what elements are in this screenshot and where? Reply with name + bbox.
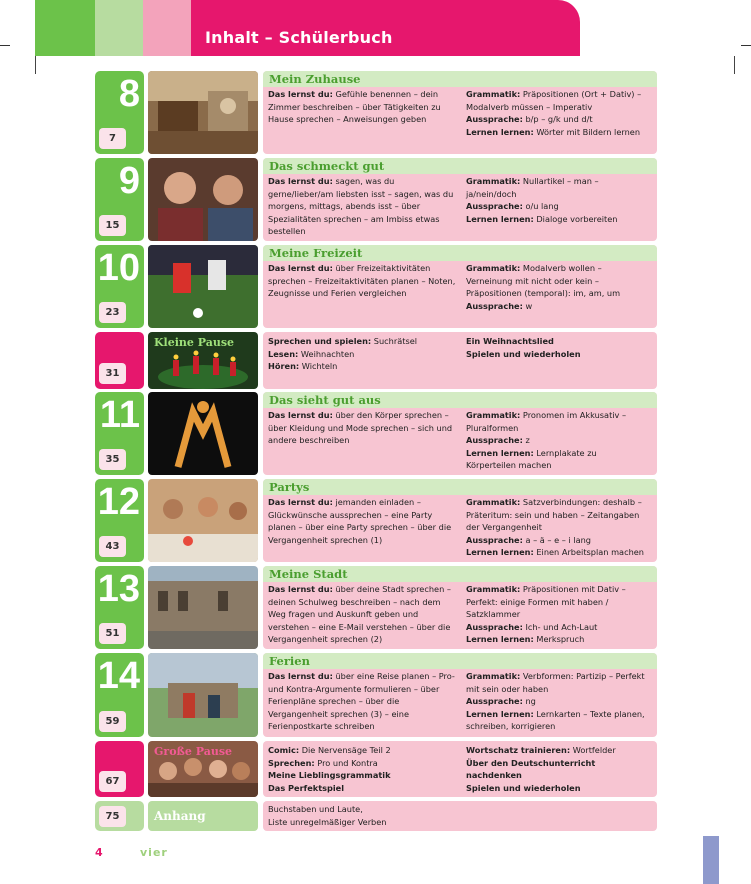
anhang-text: Buchstaben und Laute, Liste unregelmäßiger Verben (268, 804, 387, 827)
pause-label: Kleine Pause (154, 336, 235, 349)
anhang-number-box (95, 801, 144, 831)
pause-content (263, 741, 657, 797)
unit-photo (148, 479, 258, 562)
learn-column: Das lernst du: über Freizeitaktivitäten sprechen – Freizeitaktivitäten planen – Noten, Zeugnisse und Ferien vergleichen (268, 263, 456, 298)
unit-title-bar (263, 566, 657, 582)
unit-title-bar (263, 71, 657, 87)
learn-column: Das lernst du: über eine Reise planen – Pro- und Kontra-Argumente formulieren – über Ferienpläne sprechen – über die Vergangenheit sprechen (3) – eine Ferienpostkarte schreiben (268, 671, 455, 731)
unit-title: Das sieht gut aus (269, 393, 381, 407)
header-bar-light-green (95, 0, 143, 56)
crop-mark (741, 45, 751, 46)
unit-title: Meine Stadt (269, 567, 348, 581)
eating-photo-icon (148, 158, 258, 241)
unit-photo (148, 392, 258, 475)
unit-title: Mein Zuhause (269, 72, 361, 86)
grammar-column: Grammatik: Pronomen im Akkusativ – Pluralformen Aussprache: z Lernen lernen: Lernplakate zu Körperteilen machen (466, 410, 627, 470)
unit-photo (148, 158, 258, 241)
vacation-photo-icon (148, 653, 258, 737)
unit-number: 11 (99, 394, 140, 436)
pause-number-box (95, 332, 144, 389)
anhang-row[interactable] (95, 801, 657, 831)
page-number: 7 (99, 128, 126, 149)
grammar-column: Grammatik: Nullartikel – man – ja/nein/doch Aussprache: o/u lang Lernen lernen: Dialoge vorbereiten (466, 176, 618, 224)
page-number: 15 (99, 215, 126, 236)
unit-title: Das schmeckt gut (269, 159, 385, 173)
page-word-footer: vier (140, 846, 168, 859)
pause-left-column: Comic: Die Nervensäge Teil 2 Sprechen: Pro und Kontra Meine Lieblingsgrammatik Das Perfektspiel (268, 745, 391, 793)
grammar-column: Grammatik: Modalverb wollen – Verneinung mit nicht oder kein – Präpositionen (temporal): im, am, um Aussprache: w (466, 263, 621, 311)
anhang-content (263, 801, 657, 831)
page-title: Inhalt – Schülerbuch (205, 28, 393, 47)
unit-row-12[interactable] (95, 479, 657, 562)
unit-row-14[interactable] (95, 653, 657, 737)
pause-number-box (95, 741, 144, 797)
unit-row-9[interactable] (95, 158, 657, 241)
unit-row-11[interactable] (95, 392, 657, 475)
unit-title-bar (263, 653, 657, 669)
party-photo-icon (148, 479, 258, 562)
unit-photo (148, 566, 258, 649)
pause-right-column: Wortschatz trainieren: Wortfelder Über den Deutschunterricht nachdenken Spielen und wiederholen (466, 745, 616, 793)
page-number: 31 (99, 363, 126, 384)
unit-number-box (95, 653, 144, 737)
page-number: 51 (99, 623, 126, 644)
page-number: 43 (99, 536, 126, 557)
unit-number: 8 (118, 73, 140, 115)
acrobats-photo-icon (148, 392, 258, 475)
pause-right-column: Ein Weihnachtslied Spielen und wiederholen (466, 336, 581, 359)
unit-number-box (95, 392, 144, 475)
page-number: 67 (99, 771, 126, 792)
grammar-column: Grammatik: Satzverbindungen: deshalb – Präteritum: sein und haben – Zeitangaben der Vergangenheit Aussprache: a – ä – e – i lang Lernen lernen: Einen Arbeitsplan machen (466, 497, 644, 557)
city-photo-icon (148, 566, 258, 649)
grammar-column: Grammatik: Präpositionen mit Dativ – Perfekt: einige Formen mit haben / Satzklammer Aussprache: Ich- und Ach-Laut Lernen lernen: Merkspruch (466, 584, 626, 644)
page-number: 23 (99, 302, 126, 323)
unit-content (263, 245, 657, 328)
page-number-footer: 4 (95, 846, 103, 859)
unit-title-bar (263, 245, 657, 261)
unit-content (263, 71, 657, 154)
pause-photo (148, 741, 258, 797)
unit-number: 13 (97, 568, 140, 610)
room-photo-icon (148, 71, 258, 154)
learn-column: Das lernst du: sagen, was du gerne/lieber/am liebsten isst – sagen, was du morgens, mittags, abends isst – über Spezialitäten sprechen – am Imbiss etwas bestellen (268, 176, 454, 236)
grammar-column: Grammatik: Verbformen: Partizip – Perfekt mit sein oder haben Aussprache: ng Lernen lernen: Lernkarten – Texte planen, schreiben, korrigieren (466, 671, 645, 731)
unit-number: 10 (97, 247, 140, 289)
pause-left-column: Sprechen und spielen: Suchrätsel Lesen: Weihnachten Hören: Wichteln (268, 336, 418, 371)
learn-column: Das lernst du: jemanden einladen – Glückwünsche aussprechen – eine Party planen – über eine Party sprechen – über die Vergangenheit sprechen (1) (268, 497, 452, 545)
edge-tab (703, 836, 719, 884)
unit-row-8[interactable] (95, 71, 657, 154)
learn-column: Das lernst du: über den Körper sprechen – über Kleidung und Mode sprechen – sich und andere beschreiben (268, 410, 453, 445)
unit-content (263, 566, 657, 649)
pause-content (263, 332, 657, 389)
unit-row-13[interactable] (95, 566, 657, 649)
unit-content (263, 158, 657, 241)
unit-number-box (95, 566, 144, 649)
unit-content (263, 653, 657, 737)
unit-content (263, 392, 657, 475)
unit-photo (148, 71, 258, 154)
unit-title-bar (263, 392, 657, 408)
unit-number: 12 (97, 481, 140, 523)
unit-photo (148, 245, 258, 328)
unit-number-box (95, 245, 144, 328)
football-photo-icon (148, 245, 258, 328)
pause-photo (148, 332, 258, 389)
unit-title-bar (263, 479, 657, 495)
header-bar-green (35, 0, 95, 56)
page-number: 35 (99, 449, 126, 470)
crop-mark (734, 56, 735, 74)
header-bar-light-pink (143, 0, 191, 56)
crop-mark (35, 56, 36, 74)
grosse-pause-row[interactable] (95, 741, 657, 797)
unit-number: 14 (97, 655, 140, 697)
unit-number-box (95, 71, 144, 154)
unit-photo (148, 653, 258, 737)
unit-title: Partys (269, 480, 310, 494)
unit-title-bar (263, 158, 657, 174)
anhang-label-box (148, 801, 258, 831)
anhang-label: Anhang (154, 809, 206, 823)
unit-number-box (95, 158, 144, 241)
unit-title: Ferien (269, 654, 310, 668)
page-number: 59 (99, 711, 126, 732)
page-number: 75 (99, 806, 126, 827)
learn-column: Das lernst du: über deine Stadt sprechen – deinen Schulweg beschreiben – nach dem Weg fragen und Auskunft geben und verstehen – eine E-Mail verstehen – über die Vergangenheit sprechen (2) (268, 584, 451, 644)
unit-number-box (95, 479, 144, 562)
unit-content (263, 479, 657, 562)
grammar-column: Grammatik: Präpositionen (Ort + Dativ) – Modalverb müssen – Imperativ Aussprache: b/p – g/k und d/t Lernen lernen: Wörter mit Bildern lernen (466, 89, 642, 137)
unit-row-10[interactable] (95, 245, 657, 328)
unit-title: Meine Freizeit (269, 246, 363, 260)
unit-number: 9 (118, 160, 140, 202)
learn-column: Das lernst du: Gefühle benennen – dein Zimmer beschreiben – über Tätigkeiten zu Hause sprechen – Anweisungen geben (268, 89, 441, 124)
crop-mark (0, 45, 10, 46)
pause-label: Große Pause (154, 745, 233, 758)
kleine-pause-row[interactable] (95, 332, 657, 389)
